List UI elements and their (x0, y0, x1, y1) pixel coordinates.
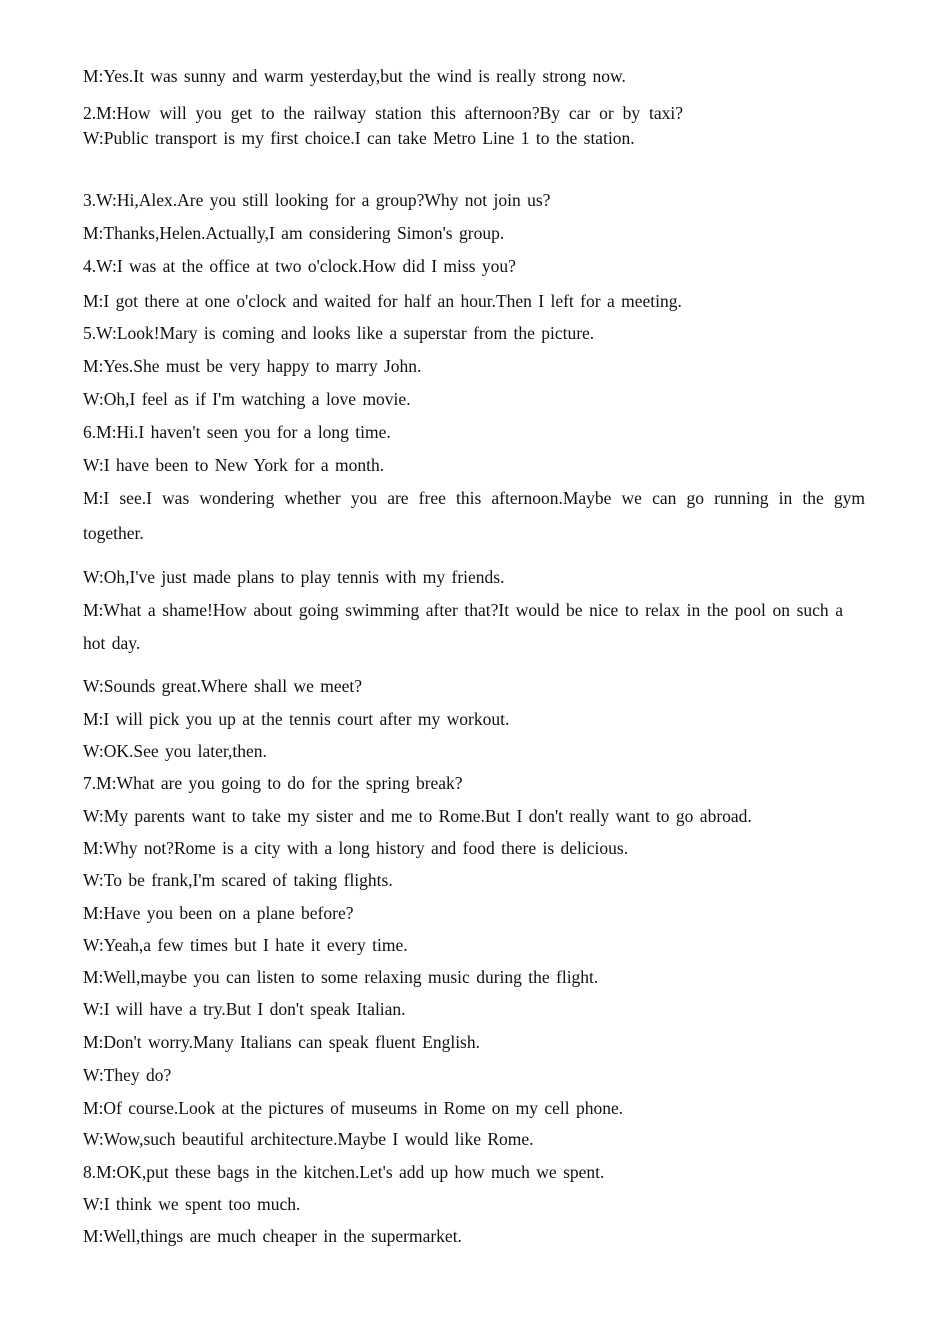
dialogue-line: W:I think we spent too much. (83, 1194, 301, 1214)
dialogue-line: W:Wow,such beautiful architecture.Maybe I would like Rome. (83, 1129, 534, 1149)
dialogue-line: M:Yes.She must be very happy to marry John. (83, 356, 422, 376)
dialogue-line: W:Oh,I feel as if I'm watching a love movie. (83, 389, 411, 409)
dialogue-paragraph: 2.M:How will you get to the railway station this afternoon?By car or by taxi? W:Public transport is my first choice.I can take Metro Line 1 to the station. (83, 103, 683, 148)
dialogue-line: M:Don't worry.Many Italians can speak fluent English. (83, 1032, 480, 1052)
dialogue-line: W:Oh,I've just made plans to play tennis with my friends. (83, 567, 505, 587)
dialogue-line: W:Yeah,a few times but I hate it every time. (83, 935, 408, 955)
dialogue-line: W:To be frank,I'm scared of taking flights. (83, 870, 393, 890)
dialogue-line: M:Well,maybe you can listen to some relaxing music during the flight. (83, 967, 599, 987)
dialogue-line: M:Why not?Rome is a city with a long history and food there is delicious. (83, 838, 629, 858)
dialogue-line: M:Of course.Look at the pictures of museums in Rome on my cell phone. (83, 1098, 624, 1118)
dialogue-line: W:I have been to New York for a month. (83, 455, 385, 475)
dialogue-line: 7.M:What are you going to do for the spring break? (83, 773, 463, 793)
dialogue-line: 3.W:Hi,Alex.Are you still looking for a group?Why not join us? (83, 190, 551, 210)
dialogue-line: W:OK.See you later,then. (83, 741, 267, 761)
dialogue-line: M:I will pick you up at the tennis court after my workout. (83, 709, 510, 729)
dialogue-paragraph: M:What a shame!How about going swimming after that?It would be nice to relax in the pool on such a hot day. (83, 600, 843, 653)
dialogue-line: M:Well,things are much cheaper in the supermarket. (83, 1226, 462, 1246)
dialogue-line: 8.M:OK,put these bags in the kitchen.Let's add up how much we spent. (83, 1162, 605, 1182)
dialogue-line: W:They do? (83, 1065, 172, 1085)
dialogue-line: M:Have you been on a plane before? (83, 903, 354, 923)
dialogue-line: M:Yes.It was sunny and warm yesterday,but the wind is really strong now. (83, 66, 626, 86)
dialogue-line: W:I will have a try.But I don't speak Italian. (83, 999, 406, 1019)
dialogue-line: M:Thanks,Helen.Actually,I am considering Simon's group. (83, 223, 505, 243)
dialogue-line: W:My parents want to take my sister and me to Rome.But I don't really want to go abroad. (83, 806, 752, 826)
dialogue-line: 4.W:I was at the office at two o'clock.How did I miss you? (83, 256, 516, 276)
dialogue-line: 6.M:Hi.I haven't seen you for a long time. (83, 422, 391, 442)
dialogue-line: W:Sounds great.Where shall we meet? (83, 676, 362, 696)
dialogue-line: M:I got there at one o'clock and waited for half an hour.Then I left for a meeting. (83, 291, 682, 311)
dialogue-line: 5.W:Look!Mary is coming and looks like a superstar from the picture. (83, 323, 595, 343)
dialogue-paragraph: M:I see.I was wondering whether you are free this afternoon.Maybe we can go running in the gym together. (83, 488, 865, 543)
